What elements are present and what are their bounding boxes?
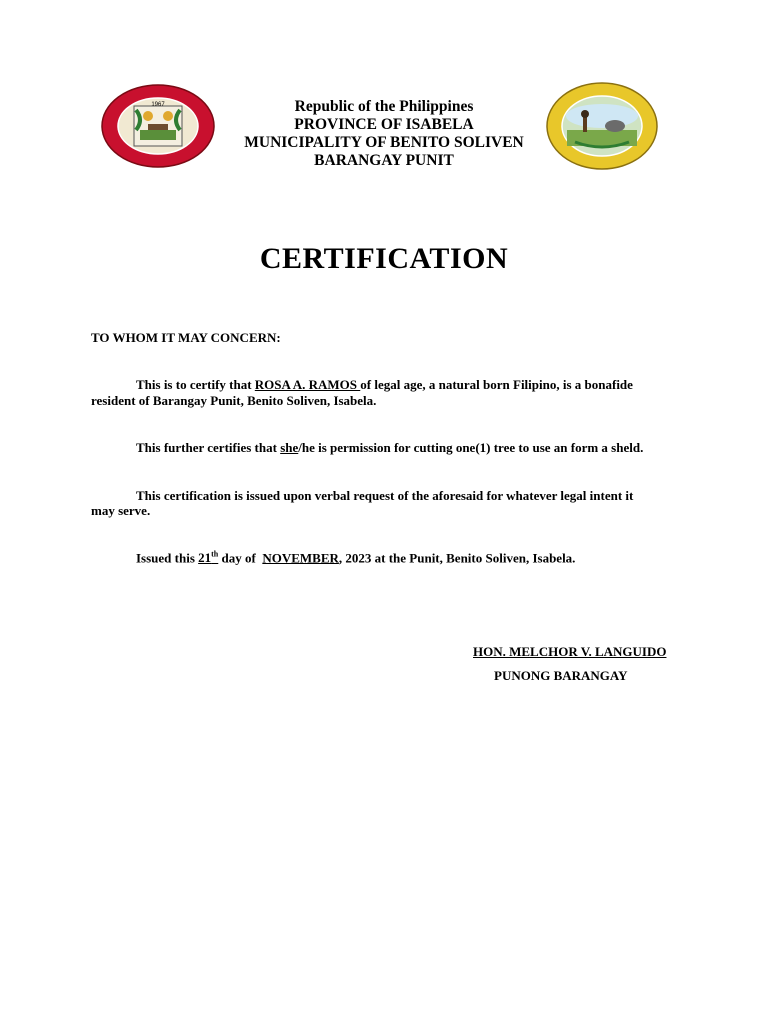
- signatory-name: HON. MELCHOR V. LANGUIDO: [473, 644, 667, 659]
- paragraph-1-suffix: of legal age, a natural born Filipino, is a bonafide: [360, 377, 633, 392]
- resident-name: ROSA A. RAMOS: [254, 377, 361, 392]
- header-barangay: BARANGAY PUNIT: [314, 152, 454, 169]
- paragraph-1-prefix: This is to certify that: [136, 377, 255, 392]
- document-title: CERTIFICATION: [259, 242, 509, 275]
- issued-prefix: Issued this: [136, 550, 199, 566]
- header-province: PROVINCE OF ISABELA: [294, 116, 474, 133]
- header-municipality: MUNICIPALITY OF BENITO SOLIVEN: [244, 134, 524, 151]
- salutation: TO WHOM IT MAY CONCERN:: [91, 330, 281, 345]
- issued-day-suffix: th: [211, 550, 219, 559]
- seal-left-year: 1967: [151, 102, 165, 108]
- signatory-position: PUNONG BARANGAY: [494, 668, 628, 683]
- paragraph-2: [136, 440, 643, 456]
- issued-day-number: 21: [198, 550, 212, 566]
- paragraph-2-prefix: This further certifies that: [136, 440, 281, 455]
- paragraph-2-suffix: /he is permission for cutting one(1) tree to use an form a sheld.: [298, 440, 644, 455]
- paragraph-3-line-2: may serve.: [91, 503, 151, 518]
- paragraph-3-line-1: This certification is issued upon verbal request of the aforesaid for whatever legal intent it: [136, 488, 634, 503]
- paragraph-1-line-2: resident of Barangay Punit, Benito Soliven, Isabela.: [91, 393, 377, 408]
- pronoun: she: [280, 440, 299, 455]
- header-republic: Republic of the Philippines: [294, 98, 474, 115]
- issued-day: [198, 550, 218, 565]
- issued-month: NOVEMBER: [262, 550, 339, 566]
- issued-mid: day of: [218, 550, 263, 566]
- issued-suffix: , 2023 at the Punit, Benito Soliven, Isabela.: [338, 550, 576, 566]
- paragraph-1-line-1: [136, 377, 633, 393]
- issued-date-line: [136, 550, 575, 566]
